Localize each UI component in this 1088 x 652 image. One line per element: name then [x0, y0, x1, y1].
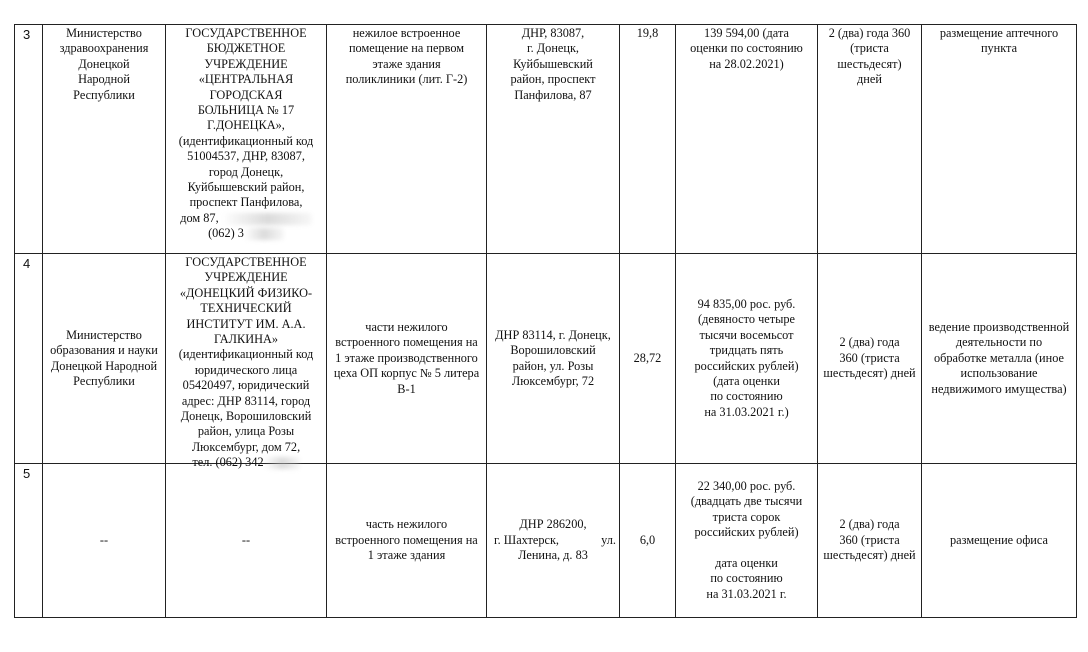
valuation-line: по состоянию [710, 389, 783, 404]
organization-line [167, 226, 325, 241]
table-row [15, 464, 1077, 618]
term-line: шестьдесят) дней [823, 366, 916, 381]
redacted-phone [222, 213, 312, 225]
address-line: Ленина, д. 83 [518, 548, 588, 563]
ministry-cell [43, 25, 166, 254]
premises-cell [327, 464, 487, 618]
ministry-line: Республики [73, 87, 135, 102]
purpose-line: размещение офиса [950, 532, 1048, 547]
area-cell: 6,0 [620, 464, 676, 618]
organization-line: УЧРЕЖДЕНИЕ [204, 56, 288, 71]
address-line: район, проспект [510, 72, 596, 87]
organization-line: район, улица Розы [197, 424, 295, 439]
organization-line: Куйбышевский район, [187, 180, 305, 195]
address-line: Куйбышевский [513, 56, 593, 71]
premises-cell [327, 254, 487, 464]
valuation-line: оценки по состоянию [690, 41, 803, 56]
area-cell: 28,72 [620, 254, 676, 464]
address-line: Ворошиловский [510, 343, 596, 358]
purpose-cell [922, 25, 1077, 254]
valuation-line: дата оценки [715, 555, 778, 570]
ministry-cell [43, 464, 166, 618]
valuation-line: на 31.03.2021 г. [706, 586, 787, 601]
purpose-cell [922, 254, 1077, 464]
address-city: г. Шахтерск, [494, 532, 559, 547]
premises-line: цеха ОП корпус № 5 литера [333, 366, 480, 381]
valuation-cell [676, 464, 818, 618]
row-number: 3 [15, 25, 43, 254]
address-line: ДНР, 83087, [521, 26, 585, 40]
term-line: дней [857, 72, 882, 87]
address-line: Люксембург, 72 [511, 373, 595, 388]
valuation-line: (дата оценки [713, 373, 780, 388]
premises-line: 1 этаже здания [367, 548, 446, 563]
term-cell [818, 25, 922, 254]
ministry-line: Донецкой [78, 56, 130, 71]
valuation-cell [676, 254, 818, 464]
term-cell [818, 254, 922, 464]
organization-line: «ДОНЕЦКИЙ ФИЗИКО- [179, 285, 313, 300]
organization-line: адрес: ДНР 83114, город [181, 393, 311, 408]
ministry-line: -- [99, 532, 109, 547]
organization-line: «ЦЕНТРАЛЬНАЯ [198, 72, 294, 87]
organization-text: дом 87, [180, 210, 219, 225]
organization-line: Г.ДОНЕЦКА», [207, 118, 285, 133]
valuation-line: на 28.02.2021) [709, 56, 784, 71]
term-line: шестьдесят) дней [823, 548, 916, 563]
premises-line: встроенного помещения на [335, 335, 478, 350]
address-line: ДНР 83114, г. Донецк, [495, 327, 611, 342]
premises-cell [327, 25, 487, 254]
purpose-line: обработке металла (иное [934, 350, 1064, 365]
ministry-line: Народной [78, 72, 130, 87]
term-line: 360 (триста [839, 350, 900, 365]
table-row [15, 254, 1077, 464]
ministry-line: Министерство [66, 327, 142, 342]
premises-line: поликлиники (лит. Г-2) [345, 72, 468, 87]
premises-line: нежилое встроенное [352, 26, 461, 40]
purpose-line: размещение аптечного [939, 26, 1059, 40]
address-cell [487, 25, 620, 254]
organization-line: ГОСУДАРСТВЕННОЕ [185, 255, 307, 269]
premises-line: помещение на первом [348, 41, 465, 56]
valuation-line: российских рублей) [694, 525, 799, 540]
premises-line: этаже здания [372, 56, 441, 71]
property-lease-table [14, 24, 1077, 618]
row-number: 5 [15, 464, 43, 618]
ministry-line: Донецкой Народной [50, 358, 158, 373]
address-street-prefix: ул. [601, 532, 616, 547]
valuation-line: 94 835,00 рос. руб. [697, 296, 796, 311]
valuation-cell [676, 25, 818, 254]
valuation-line: по состоянию [710, 571, 783, 586]
valuation-line: триста сорок [712, 509, 781, 524]
organization-text: (062) 3 [208, 226, 244, 241]
valuation-line: (девяносто четыре [698, 312, 795, 327]
address-line: район, ул. Розы [512, 358, 594, 373]
organization-text: тел. (062) 342 [192, 455, 264, 470]
valuation-line: российских рублей) [694, 358, 799, 373]
valuation-line: 139 594,00 (дата [704, 26, 789, 40]
purpose-line: пункта [980, 41, 1018, 56]
organization-line: ИНСТИТУТ ИМ. А.А. [186, 316, 306, 331]
organization-line: (идентификационный код [178, 133, 314, 148]
premises-line: часть нежилого [365, 517, 448, 532]
address-cell [487, 254, 620, 464]
purpose-line: недвижимого имущества) [931, 381, 1067, 396]
organization-cell [166, 25, 327, 254]
organization-line: Люксембург, дом 72, [191, 439, 301, 454]
address-line: ДНР 286200, [519, 517, 587, 532]
organization-line: ГОСУДАРСТВЕННОЕ [185, 26, 307, 40]
ministry-cell [43, 254, 166, 464]
valuation-line: на 31.03.2021 г.) [704, 404, 789, 419]
organization-line: 51004537, ДНР, 83087, [187, 149, 305, 164]
organization-line: БЮДЖЕТНОЕ [206, 41, 286, 56]
organization-line: ГОРОДСКАЯ [209, 87, 283, 102]
premises-line: В-1 [397, 381, 416, 396]
organization-cell [166, 464, 327, 618]
term-line: шестьдесят) [837, 56, 902, 71]
area-cell: 19,8 [620, 25, 676, 254]
valuation-line: тридцать пять [709, 343, 784, 358]
valuation-line: (двадцать две тысячи [690, 494, 803, 509]
term-cell [818, 464, 922, 618]
address-line [488, 533, 618, 548]
organization-line: БОЛЬНИЦА № 17 [197, 103, 295, 118]
organization-line: 05420497, юридический [182, 378, 310, 393]
row-number: 4 [15, 254, 43, 464]
organization-line: проспект Панфилова, [189, 195, 303, 210]
term-line: 2 (два) года 360 [828, 26, 911, 40]
premises-line: части нежилого [365, 319, 448, 334]
organization-line: -- [241, 532, 251, 547]
ministry-line: образования и науки [50, 343, 158, 358]
premises-line: 1 этаже производственного [335, 350, 478, 365]
purpose-line: использование [960, 366, 1038, 381]
purpose-cell [922, 464, 1077, 618]
ministry-line: Министерство [66, 26, 142, 40]
valuation-line: тысячи восемьсот [699, 327, 794, 342]
address-cell [487, 464, 620, 618]
organization-line: ТЕХНИЧЕСКИЙ [200, 301, 292, 316]
address-line: Панфилова, 87 [514, 87, 592, 102]
organization-cell [166, 254, 327, 470]
ministry-line: Республики [73, 373, 135, 388]
organization-line [167, 211, 325, 226]
valuation-line: 22 340,00 рос. руб. [697, 478, 796, 493]
purpose-line: ведение производственной [928, 319, 1070, 334]
redacted-phone [244, 228, 284, 240]
purpose-line: деятельности по [955, 335, 1043, 350]
organization-line: Донецк, Ворошиловский [180, 409, 312, 424]
organization-line: ГАЛКИНА» [214, 332, 278, 347]
organization-line: (идентификационный код [178, 347, 314, 362]
organization-line: УЧРЕЖДЕНИЕ [204, 270, 288, 285]
address-line: г. Донецк, [526, 41, 579, 56]
term-line: 2 (два) года [839, 517, 900, 532]
ministry-line: здравоохранения [59, 41, 149, 56]
table-row [15, 25, 1077, 254]
term-line: 360 (триста [839, 532, 900, 547]
organization-line: юридического лица [194, 362, 298, 377]
organization-line: город Донецк, [208, 164, 284, 179]
redacted-phone [264, 457, 300, 469]
term-line: 2 (два) года [839, 335, 900, 350]
premises-line: встроенного помещения на [335, 532, 478, 547]
valuation-spacer [677, 541, 816, 556]
term-line: (триста [850, 41, 889, 56]
